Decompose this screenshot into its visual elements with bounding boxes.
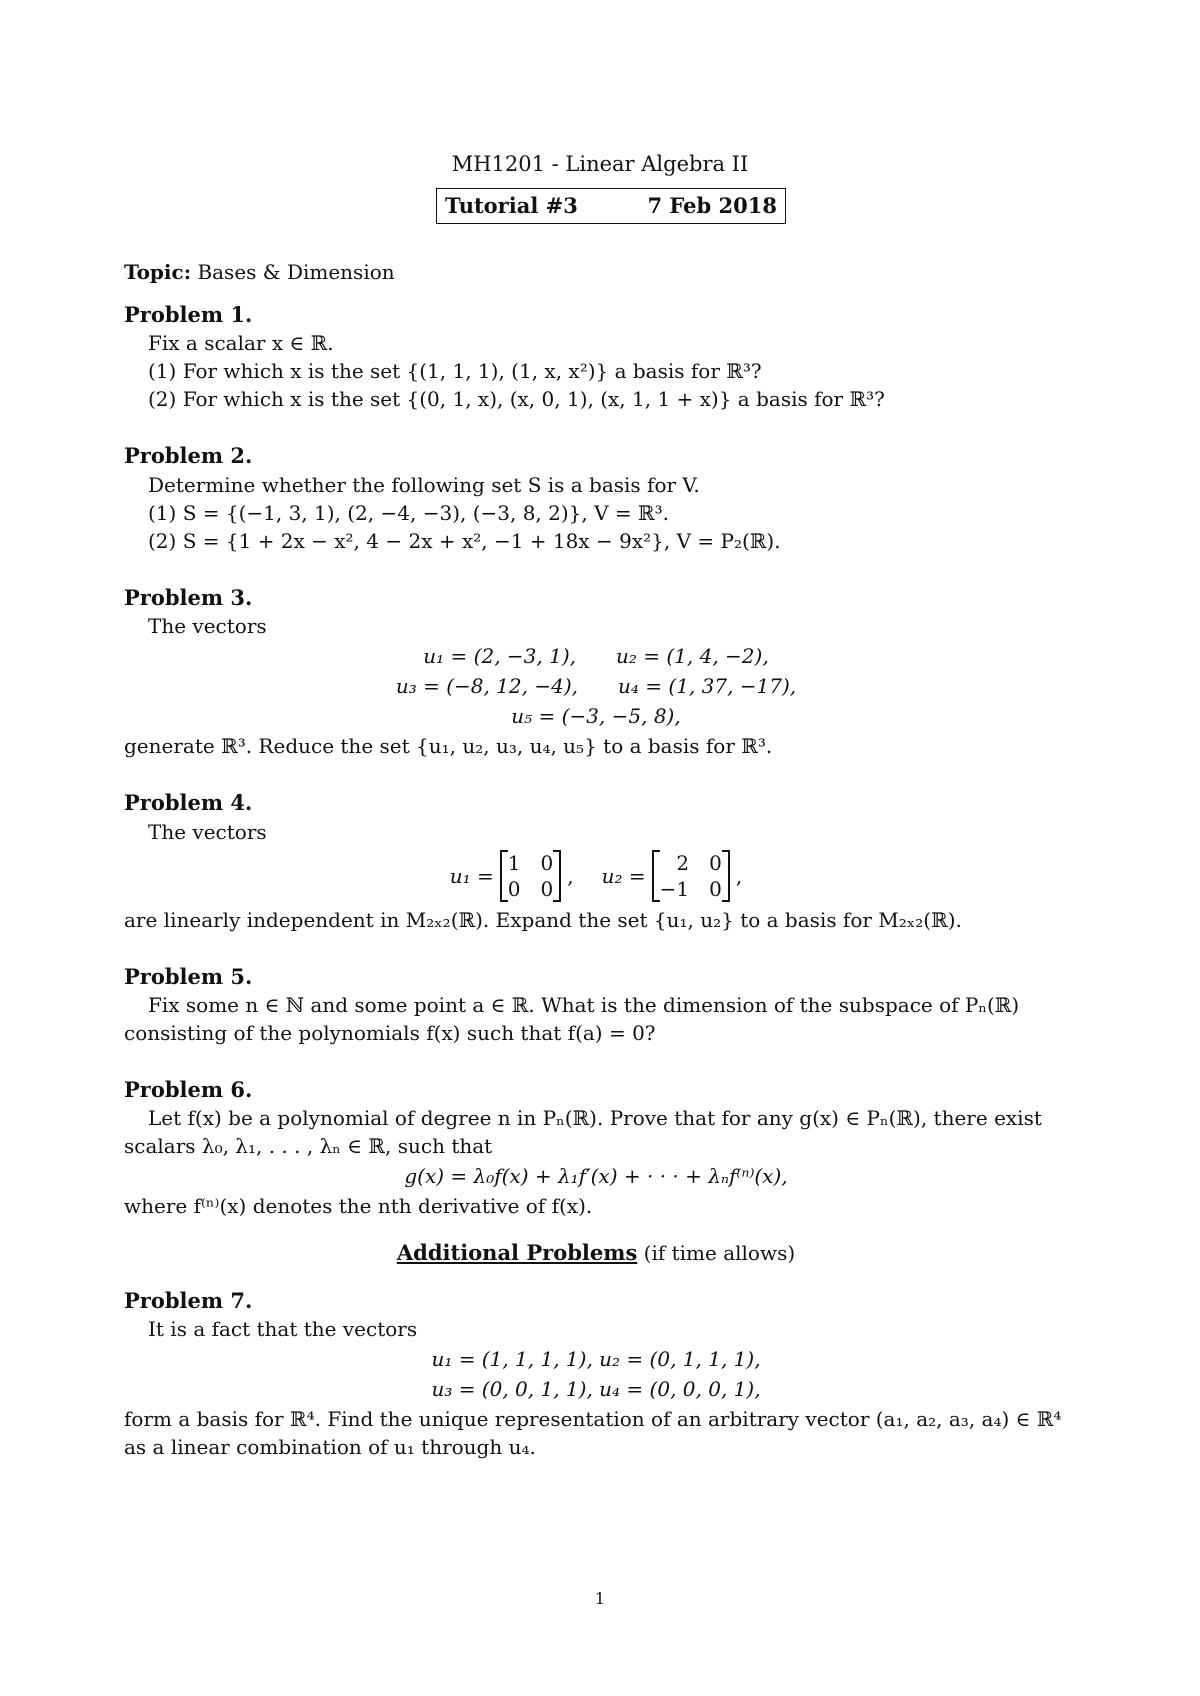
matrix-u1-label: u₁ = [449, 863, 494, 888]
problem-7 [124, 1286, 1068, 1461]
matrix-cell: 1 [507, 850, 521, 875]
vector-u5: u₅ = (−3, −5, 8), [511, 704, 681, 729]
problem-4-matrices: u₁ = 1 0 0 0 , u₂ = 2 0 −1 0 , [449, 850, 743, 901]
problem-3-title: Problem 3. [124, 584, 253, 610]
matrix-cell: 0 [540, 876, 554, 901]
problem-3 [124, 583, 1068, 760]
tutorial-box [436, 188, 786, 224]
problem-6-line-2: scalars λ₀, λ₁, . . . , λₙ ∈ ℝ, such that [124, 1134, 493, 1159]
problem-4-outro: are linearly independent in M₂ₓ₂(ℝ). Expand the set {u₁, u₂} to a basis for M₂ₓ₂(ℝ). [124, 907, 962, 932]
problem-6-title: Problem 6. [124, 1076, 253, 1102]
problem-3-outro: generate ℝ³. Reduce the set {u₁, u₂, u₃, u₄, u₅} to a basis for ℝ³. [124, 734, 773, 759]
page-number: 1 [594, 1589, 606, 1608]
problem-6-line-3: where f⁽ⁿ⁾(x) denotes the nth derivative of f(x). [124, 1194, 593, 1219]
problem-5-title: Problem 5. [124, 963, 253, 989]
matrix-cell: 0 [709, 876, 722, 901]
topic-label: Topic: [124, 260, 192, 284]
course-title: MH1201 - Linear Algebra II [451, 152, 749, 176]
topic-value: Bases & Dimension [197, 260, 395, 284]
problem-3-intro: The vectors [148, 614, 267, 639]
problem-2-part-2: (2) S = {1 + 2x − x², 4 − 2x + x², −1 + 18x − 9x²}, V = P₂(ℝ). [148, 528, 781, 553]
problem-4-title: Problem 4. [124, 790, 253, 816]
problem-4 [124, 788, 1068, 933]
additional-problems-note: (if time allows) [637, 1241, 796, 1266]
additional-problems-heading [124, 1238, 1068, 1267]
problem-6-equation: g(x) = λ₀f(x) + λ₁f′(x) + · · · + λₙf⁽ⁿ⁾(x), [404, 1164, 788, 1189]
matrix-cell: 0 [540, 850, 554, 875]
problem-2-title: Problem 2. [124, 443, 253, 469]
problem-7-equation-row-1: u₁ = (1, 1, 1, 1), u₂ = (0, 1, 1, 1), [431, 1347, 761, 1372]
problem-3-equation-row-2 [124, 672, 1068, 700]
topic-line [124, 258, 1068, 286]
problem-7-line-1: form a basis for ℝ⁴. Find the unique representation of an arbitrary vector (a₁, a₂, a₃, a₄) ∈ ℝ⁴ [124, 1407, 1062, 1432]
problem-3-equation-row-3 [124, 702, 1068, 730]
content-body [124, 258, 1068, 1461]
problem-1 [124, 300, 1068, 413]
matrix-cell: 0 [709, 850, 722, 875]
vector-u1: u₁ = (2, −3, 1), [423, 644, 576, 669]
problem-5 [124, 962, 1068, 1047]
problem-7-equation-row-2: u₃ = (0, 0, 1, 1), u₄ = (0, 0, 0, 1), [431, 1377, 761, 1402]
vector-u3: u₃ = (−8, 12, −4), [395, 674, 579, 699]
matrix-cell: −1 [659, 876, 690, 901]
tutorial-date: 7 Feb 2018 [647, 193, 777, 219]
vector-u2: u₂ = (1, 4, −2), [616, 644, 769, 669]
vector-u4: u₄ = (1, 37, −17), [618, 674, 797, 699]
tutorial-number: Tutorial #3 [445, 193, 578, 219]
problem-5-line-2: consisting of the polynomials f(x) such that f(a) = 0? [124, 1020, 656, 1045]
problem-7-line-2: as a linear combination of u₁ through u₄. [124, 1435, 536, 1460]
matrix-cell: 0 [507, 876, 521, 901]
problem-4-intro: The vectors [148, 819, 267, 844]
problem-7-title: Problem 7. [124, 1287, 253, 1313]
matrix-u2-label: u₂ = [601, 863, 646, 888]
matrix-cell: 2 [676, 850, 690, 875]
problem-3-equation-row-1 [124, 642, 1068, 670]
problem-6 [124, 1075, 1068, 1220]
problem-6-line-1: Let f(x) be a polynomial of degree n in Pₙ(ℝ). Prove that for any g(x) ∈ Pₙ(ℝ), there exist [148, 1106, 1042, 1131]
problem-5-line-1: Fix some n ∈ ℕ and some point a ∈ ℝ. What is the dimension of the subspace of Pₙ(ℝ) [148, 992, 1020, 1017]
additional-problems-title: Additional Problems [396, 1240, 638, 1266]
problem-1-intro: Fix a scalar x ∈ ℝ. [148, 331, 334, 356]
problem-2-intro: Determine whether the following set S is a basis for V. [148, 472, 700, 497]
problem-1-part-2: (2) For which x is the set {(0, 1, x), (x, 0, 1), (x, 1, 1 + x)} a basis for ℝ³? [148, 387, 885, 412]
matrix-u2 [652, 850, 730, 902]
problem-1-title: Problem 1. [124, 302, 253, 327]
problem-7-intro: It is a fact that the vectors [148, 1317, 418, 1342]
problem-1-part-1: (1) For which x is the set {(1, 1, 1), (1, x, x²)} a basis for ℝ³? [148, 359, 762, 384]
problem-2-part-1: (1) S = {(−1, 3, 1), (2, −4, −3), (−3, 8, 2)}, V = ℝ³. [148, 500, 670, 525]
matrix-u1 [500, 850, 561, 902]
problem-2 [124, 441, 1068, 554]
